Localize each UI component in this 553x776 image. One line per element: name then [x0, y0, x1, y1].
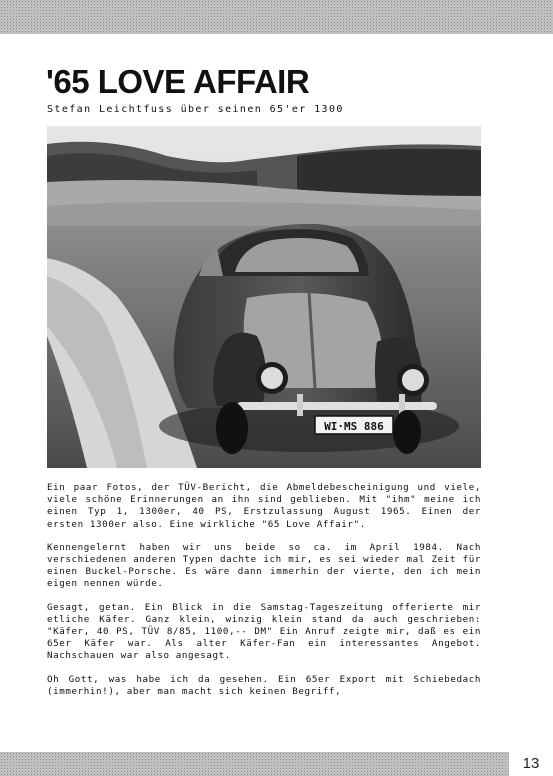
article-subtitle: Stefan Leichtfuss über seinen 65'er 1300: [47, 104, 344, 115]
license-plate-text: WI·MS 886: [324, 420, 384, 433]
article-photo: [47, 126, 481, 468]
paragraph: Kennengelernt haben wir uns beide so ca. im April 1984. Nach verschiedenen anderen Typen dachte ich mir, es sei wieder mal Zeit für einen Buckel-Porsche. Es wäre dann immerhin der vierte, den ich mein eigen nennen würde.: [47, 541, 481, 590]
article-title: '65 LOVE AFFAIR: [46, 63, 310, 100]
paragraph: Gesagt, getan. Ein Blick in die Samstag-Tageszeitung offerierte mir etliche Käfer. Ganz klein, winzig klein stand da auch geschrieben: "Käfer, 40 PS, TÜV 8/85, 1100,-- DM" Ein Anruf zeigte mir, daß es ein 65er Käfer war. Als alter Käfer-Fan ein interessantes Angebot. Nachschauen war also angesagt.: [47, 601, 481, 662]
bottom-halftone-band: [0, 752, 553, 776]
paragraph: Oh Gott, was habe ich da gesehen. Ein 65er Export mit Schiebedach (immerhin!), aber man macht sich keinen Begriff,: [47, 673, 481, 697]
article-body: [47, 482, 481, 709]
top-halftone-band: [0, 0, 553, 34]
paragraph: Ein paar Fotos, der TÜV-Bericht, die Abmeldebescheinigung und viele, viele schöne Erinnerungen an ihn sind geblieben. Mit "ihm" meine ich einen Typ 1, 1300er, 40 PS, Erstzulassung August 1965. Einen der ersten 1300er also. Eine wirkliche "65 Love Affair".: [47, 482, 481, 530]
vw-beetle-photo: [47, 126, 481, 468]
page-number: 13: [509, 752, 553, 776]
